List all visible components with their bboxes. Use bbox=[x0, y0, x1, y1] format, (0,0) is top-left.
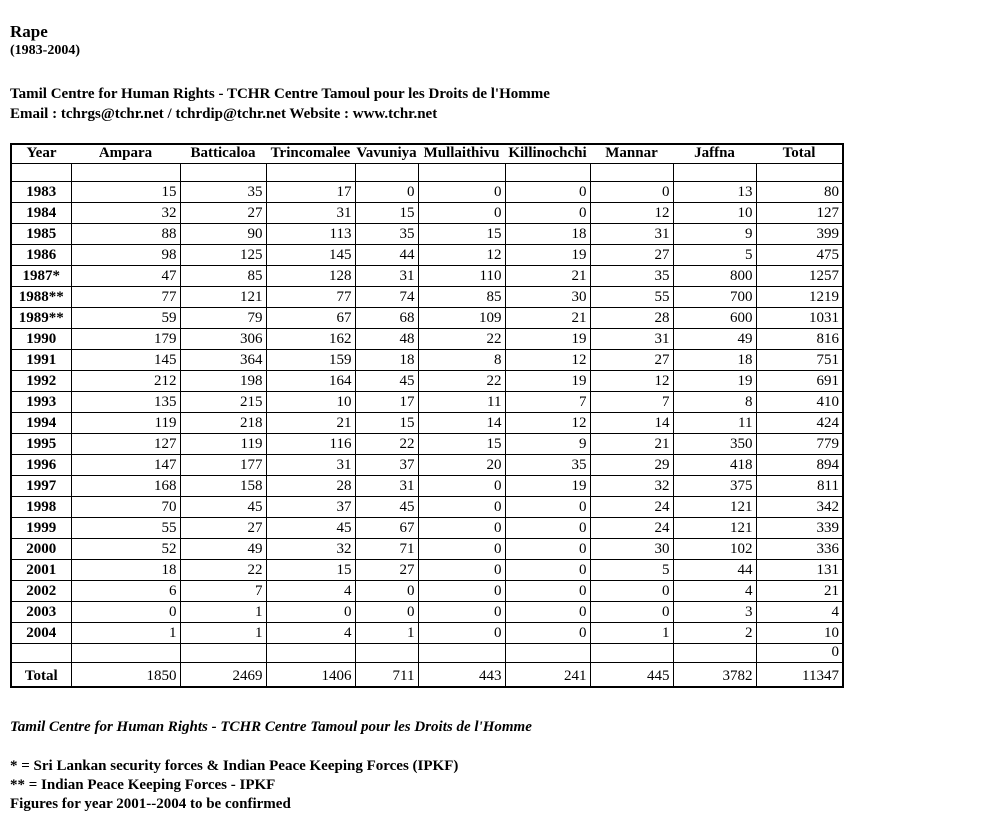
data-row bbox=[11, 350, 843, 371]
value-cell: 22 bbox=[418, 371, 505, 392]
value-cell: 21 bbox=[590, 434, 673, 455]
data-row bbox=[11, 182, 843, 203]
value-cell: 0 bbox=[505, 182, 590, 203]
spacer-cell bbox=[505, 164, 590, 182]
value-cell: 28 bbox=[590, 308, 673, 329]
value-cell: 7 bbox=[590, 392, 673, 413]
value-cell: 339 bbox=[756, 518, 843, 539]
year-cell: 2003 bbox=[11, 602, 71, 623]
value-cell: 67 bbox=[266, 308, 355, 329]
value-cell: 29 bbox=[590, 455, 673, 476]
value-cell: 24 bbox=[590, 497, 673, 518]
data-row bbox=[11, 392, 843, 413]
spacer-cell bbox=[266, 164, 355, 182]
data-row bbox=[11, 434, 843, 455]
rape-statistics-table bbox=[10, 143, 844, 688]
value-cell: 22 bbox=[355, 434, 418, 455]
value-cell: 600 bbox=[673, 308, 756, 329]
value-cell: 751 bbox=[756, 350, 843, 371]
value-cell: 0 bbox=[505, 497, 590, 518]
value-cell: 0 bbox=[505, 518, 590, 539]
value-cell: 21 bbox=[266, 413, 355, 434]
value-cell: 800 bbox=[673, 266, 756, 287]
value-cell: 113 bbox=[266, 224, 355, 245]
value-cell: 179 bbox=[71, 329, 180, 350]
data-row bbox=[11, 518, 843, 539]
value-cell: 0 bbox=[505, 623, 590, 644]
spacer-cell bbox=[756, 164, 843, 182]
value-cell: 7 bbox=[180, 581, 266, 602]
value-cell: 127 bbox=[756, 203, 843, 224]
value-cell: 11347 bbox=[756, 663, 843, 688]
value-cell: 35 bbox=[355, 224, 418, 245]
value-cell: 0 bbox=[590, 602, 673, 623]
value-cell: 35 bbox=[180, 182, 266, 203]
data-row bbox=[11, 308, 843, 329]
value-cell: 0 bbox=[590, 182, 673, 203]
value-cell: 121 bbox=[673, 497, 756, 518]
year-cell: 1985 bbox=[11, 224, 71, 245]
value-cell: 7 bbox=[505, 392, 590, 413]
value-cell: 0 bbox=[418, 560, 505, 581]
value-cell bbox=[180, 644, 266, 663]
value-cell: 12 bbox=[418, 245, 505, 266]
value-cell: 779 bbox=[756, 434, 843, 455]
value-cell: 85 bbox=[180, 266, 266, 287]
value-cell: 5 bbox=[590, 560, 673, 581]
value-cell: 44 bbox=[355, 245, 418, 266]
value-cell: 121 bbox=[180, 287, 266, 308]
value-cell: 445 bbox=[590, 663, 673, 688]
value-cell: 55 bbox=[71, 518, 180, 539]
value-cell: 14 bbox=[418, 413, 505, 434]
value-cell: 70 bbox=[71, 497, 180, 518]
value-cell: 3 bbox=[673, 602, 756, 623]
value-cell: 27 bbox=[590, 245, 673, 266]
spacer-cell bbox=[11, 164, 71, 182]
data-row bbox=[11, 497, 843, 518]
spacer-cell bbox=[673, 164, 756, 182]
value-cell: 15 bbox=[266, 560, 355, 581]
value-cell: 31 bbox=[355, 266, 418, 287]
value-cell: 17 bbox=[355, 392, 418, 413]
value-cell: 30 bbox=[505, 287, 590, 308]
value-cell: 19 bbox=[505, 329, 590, 350]
value-cell: 37 bbox=[266, 497, 355, 518]
value-cell: 0 bbox=[418, 623, 505, 644]
value-cell: 14 bbox=[590, 413, 673, 434]
value-cell: 27 bbox=[590, 350, 673, 371]
value-cell: 375 bbox=[673, 476, 756, 497]
total-label-cell: Total bbox=[11, 663, 71, 688]
value-cell: 45 bbox=[355, 371, 418, 392]
value-cell: 20 bbox=[418, 455, 505, 476]
value-cell: 52 bbox=[71, 539, 180, 560]
page-title: Rape bbox=[10, 22, 48, 41]
value-cell: 18 bbox=[71, 560, 180, 581]
value-cell: 700 bbox=[673, 287, 756, 308]
value-cell: 1 bbox=[180, 602, 266, 623]
value-cell: 0 bbox=[355, 581, 418, 602]
value-cell: 162 bbox=[266, 329, 355, 350]
header-spacer-row bbox=[11, 164, 843, 182]
value-cell: 49 bbox=[673, 329, 756, 350]
value-cell: 1219 bbox=[756, 287, 843, 308]
value-cell: 98 bbox=[71, 245, 180, 266]
value-cell: 5 bbox=[673, 245, 756, 266]
year-cell: 1994 bbox=[11, 413, 71, 434]
value-cell: 17 bbox=[266, 182, 355, 203]
data-row bbox=[11, 329, 843, 350]
value-cell: 28 bbox=[266, 476, 355, 497]
footer-organization-name: Tamil Centre for Human Rights - TCHR Centre Tamoul pour les Droits de l'Homme bbox=[10, 719, 532, 735]
year-cell: 1984 bbox=[11, 203, 71, 224]
value-cell: 350 bbox=[673, 434, 756, 455]
value-cell: 198 bbox=[180, 371, 266, 392]
value-cell: 1 bbox=[180, 623, 266, 644]
value-cell: 0 bbox=[355, 182, 418, 203]
spacer-cell bbox=[71, 164, 180, 182]
value-cell: 21 bbox=[756, 581, 843, 602]
value-cell: 121 bbox=[673, 518, 756, 539]
value-cell: 443 bbox=[418, 663, 505, 688]
value-cell: 110 bbox=[418, 266, 505, 287]
footnote-single-asterisk: * = Sri Lankan security forces & Indian Peace Keeping Forces (IPKF) bbox=[10, 758, 459, 774]
value-cell: 27 bbox=[355, 560, 418, 581]
value-cell: 32 bbox=[590, 476, 673, 497]
value-cell: 27 bbox=[180, 203, 266, 224]
value-cell: 22 bbox=[180, 560, 266, 581]
value-cell: 45 bbox=[266, 518, 355, 539]
value-cell: 0 bbox=[266, 602, 355, 623]
value-cell: 85 bbox=[418, 287, 505, 308]
value-cell: 35 bbox=[590, 266, 673, 287]
year-cell: 1992 bbox=[11, 371, 71, 392]
year-cell: 2004 bbox=[11, 623, 71, 644]
value-cell: 44 bbox=[673, 560, 756, 581]
value-cell: 6 bbox=[71, 581, 180, 602]
value-cell: 21 bbox=[505, 308, 590, 329]
value-cell: 18 bbox=[673, 350, 756, 371]
value-cell: 0 bbox=[418, 497, 505, 518]
value-cell: 168 bbox=[71, 476, 180, 497]
value-cell: 119 bbox=[71, 413, 180, 434]
value-cell: 399 bbox=[756, 224, 843, 245]
value-cell: 177 bbox=[180, 455, 266, 476]
value-cell: 1406 bbox=[266, 663, 355, 688]
value-cell: 109 bbox=[418, 308, 505, 329]
organization-name: Tamil Centre for Human Rights - TCHR Centre Tamoul pour les Droits de l'Homme bbox=[10, 86, 550, 102]
value-cell bbox=[266, 644, 355, 663]
empty-year-cell bbox=[11, 644, 71, 663]
value-cell: 47 bbox=[71, 266, 180, 287]
column-header: Jaffna bbox=[673, 144, 756, 164]
value-cell: 9 bbox=[505, 434, 590, 455]
value-cell: 241 bbox=[505, 663, 590, 688]
value-cell: 0 bbox=[590, 581, 673, 602]
value-cell: 22 bbox=[418, 329, 505, 350]
data-row bbox=[11, 245, 843, 266]
value-cell: 0 bbox=[418, 581, 505, 602]
value-cell: 31 bbox=[355, 476, 418, 497]
value-cell: 711 bbox=[355, 663, 418, 688]
value-cell: 811 bbox=[756, 476, 843, 497]
data-row bbox=[11, 287, 843, 308]
data-row bbox=[11, 602, 843, 623]
value-cell: 90 bbox=[180, 224, 266, 245]
value-cell: 67 bbox=[355, 518, 418, 539]
data-row bbox=[11, 623, 843, 644]
value-cell: 15 bbox=[71, 182, 180, 203]
value-cell: 31 bbox=[266, 455, 355, 476]
value-cell: 424 bbox=[756, 413, 843, 434]
year-cell: 1996 bbox=[11, 455, 71, 476]
value-cell: 31 bbox=[266, 203, 355, 224]
value-cell: 12 bbox=[505, 413, 590, 434]
year-cell: 1983 bbox=[11, 182, 71, 203]
year-cell: 1990 bbox=[11, 329, 71, 350]
value-cell: 0 bbox=[418, 476, 505, 497]
value-cell: 0 bbox=[505, 539, 590, 560]
value-cell: 2469 bbox=[180, 663, 266, 688]
data-row bbox=[11, 476, 843, 497]
year-cell: 2002 bbox=[11, 581, 71, 602]
value-cell: 88 bbox=[71, 224, 180, 245]
value-cell: 18 bbox=[355, 350, 418, 371]
column-header: Vavuniya bbox=[355, 144, 418, 164]
value-cell: 0 bbox=[71, 602, 180, 623]
value-cell: 0 bbox=[418, 518, 505, 539]
value-cell: 8 bbox=[673, 392, 756, 413]
value-cell: 215 bbox=[180, 392, 266, 413]
column-header: Killinochchi bbox=[505, 144, 590, 164]
data-row bbox=[11, 560, 843, 581]
column-header: Mullaithivu bbox=[418, 144, 505, 164]
value-cell: 74 bbox=[355, 287, 418, 308]
contact-info: Email : tchrgs@tchr.net / tchrdip@tchr.net Website : www.tchr.net bbox=[10, 106, 438, 122]
value-cell: 48 bbox=[355, 329, 418, 350]
year-cell: 1999 bbox=[11, 518, 71, 539]
value-cell: 218 bbox=[180, 413, 266, 434]
value-cell: 0 bbox=[355, 602, 418, 623]
value-cell: 49 bbox=[180, 539, 266, 560]
column-header: Ampara bbox=[71, 144, 180, 164]
value-cell: 816 bbox=[756, 329, 843, 350]
value-cell: 19 bbox=[505, 371, 590, 392]
value-cell: 45 bbox=[180, 497, 266, 518]
data-row bbox=[11, 371, 843, 392]
value-cell: 0 bbox=[505, 602, 590, 623]
value-cell: 21 bbox=[505, 266, 590, 287]
value-cell: 418 bbox=[673, 455, 756, 476]
value-cell: 410 bbox=[756, 392, 843, 413]
year-cell: 2001 bbox=[11, 560, 71, 581]
value-cell bbox=[673, 644, 756, 663]
value-cell: 0 bbox=[505, 581, 590, 602]
value-cell: 32 bbox=[71, 203, 180, 224]
value-cell: 1 bbox=[355, 623, 418, 644]
value-cell bbox=[505, 644, 590, 663]
value-cell: 37 bbox=[355, 455, 418, 476]
value-cell bbox=[418, 644, 505, 663]
value-cell: 0 bbox=[505, 203, 590, 224]
year-cell: 1998 bbox=[11, 497, 71, 518]
value-cell: 32 bbox=[266, 539, 355, 560]
value-cell: 0 bbox=[505, 560, 590, 581]
value-cell: 55 bbox=[590, 287, 673, 308]
value-cell: 80 bbox=[756, 182, 843, 203]
year-cell: 1988** bbox=[11, 287, 71, 308]
value-cell: 19 bbox=[505, 476, 590, 497]
page-subtitle: (1983-2004) bbox=[10, 43, 80, 58]
data-row bbox=[11, 224, 843, 245]
value-cell: 71 bbox=[355, 539, 418, 560]
value-cell: 15 bbox=[355, 203, 418, 224]
value-cell: 4 bbox=[756, 602, 843, 623]
value-cell: 131 bbox=[756, 560, 843, 581]
value-cell: 31 bbox=[590, 329, 673, 350]
value-cell: 894 bbox=[756, 455, 843, 476]
value-cell: 19 bbox=[673, 371, 756, 392]
value-cell: 45 bbox=[355, 497, 418, 518]
value-cell: 59 bbox=[71, 308, 180, 329]
year-cell: 1991 bbox=[11, 350, 71, 371]
footnote-double-asterisk: ** = Indian Peace Keeping Forces - IPKF bbox=[10, 777, 276, 793]
value-cell: 19 bbox=[505, 245, 590, 266]
value-cell bbox=[71, 644, 180, 663]
year-cell: 2000 bbox=[11, 539, 71, 560]
total-row bbox=[11, 663, 843, 688]
value-cell: 212 bbox=[71, 371, 180, 392]
value-cell: 164 bbox=[266, 371, 355, 392]
value-cell: 119 bbox=[180, 434, 266, 455]
value-cell: 18 bbox=[505, 224, 590, 245]
value-cell: 145 bbox=[266, 245, 355, 266]
value-cell: 77 bbox=[266, 287, 355, 308]
value-cell: 15 bbox=[418, 224, 505, 245]
data-row bbox=[11, 413, 843, 434]
column-header: Total bbox=[756, 144, 843, 164]
value-cell: 68 bbox=[355, 308, 418, 329]
value-cell: 4 bbox=[266, 623, 355, 644]
value-cell: 12 bbox=[505, 350, 590, 371]
value-cell: 125 bbox=[180, 245, 266, 266]
column-header: Batticaloa bbox=[180, 144, 266, 164]
value-cell: 691 bbox=[756, 371, 843, 392]
value-cell: 1031 bbox=[756, 308, 843, 329]
spacer-cell bbox=[180, 164, 266, 182]
value-cell: 127 bbox=[71, 434, 180, 455]
value-cell: 1 bbox=[71, 623, 180, 644]
value-cell: 35 bbox=[505, 455, 590, 476]
value-cell bbox=[590, 644, 673, 663]
value-cell: 158 bbox=[180, 476, 266, 497]
year-cell: 1986 bbox=[11, 245, 71, 266]
value-cell: 2 bbox=[673, 623, 756, 644]
value-cell: 0 bbox=[418, 203, 505, 224]
data-row bbox=[11, 539, 843, 560]
value-cell: 24 bbox=[590, 518, 673, 539]
value-cell: 0 bbox=[418, 539, 505, 560]
data-row bbox=[11, 455, 843, 476]
value-cell: 10 bbox=[266, 392, 355, 413]
value-cell: 10 bbox=[756, 623, 843, 644]
value-cell: 159 bbox=[266, 350, 355, 371]
value-cell: 306 bbox=[180, 329, 266, 350]
data-row bbox=[11, 266, 843, 287]
data-row bbox=[11, 203, 843, 224]
data-row bbox=[11, 581, 843, 602]
value-cell: 77 bbox=[71, 287, 180, 308]
value-cell: 12 bbox=[590, 371, 673, 392]
value-cell: 475 bbox=[756, 245, 843, 266]
pre-total-spacer-row bbox=[11, 644, 843, 663]
value-cell: 116 bbox=[266, 434, 355, 455]
value-cell: 15 bbox=[418, 434, 505, 455]
column-header: Trincomalee bbox=[266, 144, 355, 164]
column-header: Year bbox=[11, 144, 71, 164]
value-cell: 336 bbox=[756, 539, 843, 560]
value-cell: 128 bbox=[266, 266, 355, 287]
value-cell: 135 bbox=[71, 392, 180, 413]
value-cell: 0 bbox=[756, 644, 843, 663]
value-cell: 30 bbox=[590, 539, 673, 560]
value-cell: 11 bbox=[418, 392, 505, 413]
value-cell: 145 bbox=[71, 350, 180, 371]
value-cell: 147 bbox=[71, 455, 180, 476]
value-cell: 12 bbox=[590, 203, 673, 224]
value-cell: 342 bbox=[756, 497, 843, 518]
value-cell: 0 bbox=[418, 602, 505, 623]
column-header: Mannar bbox=[590, 144, 673, 164]
value-cell bbox=[355, 644, 418, 663]
value-cell: 79 bbox=[180, 308, 266, 329]
spacer-cell bbox=[355, 164, 418, 182]
value-cell: 1 bbox=[590, 623, 673, 644]
spacer-cell bbox=[418, 164, 505, 182]
table-header-row bbox=[11, 144, 843, 164]
value-cell: 0 bbox=[418, 182, 505, 203]
value-cell: 4 bbox=[673, 581, 756, 602]
footnote-confirmation: Figures for year 2001--2004 to be confirmed bbox=[10, 796, 291, 812]
year-cell: 1987* bbox=[11, 266, 71, 287]
value-cell: 10 bbox=[673, 203, 756, 224]
value-cell: 4 bbox=[266, 581, 355, 602]
spacer-cell bbox=[590, 164, 673, 182]
year-cell: 1989** bbox=[11, 308, 71, 329]
value-cell: 27 bbox=[180, 518, 266, 539]
year-cell: 1995 bbox=[11, 434, 71, 455]
value-cell: 364 bbox=[180, 350, 266, 371]
value-cell: 3782 bbox=[673, 663, 756, 688]
value-cell: 11 bbox=[673, 413, 756, 434]
value-cell: 8 bbox=[418, 350, 505, 371]
value-cell: 102 bbox=[673, 539, 756, 560]
value-cell: 1257 bbox=[756, 266, 843, 287]
year-cell: 1997 bbox=[11, 476, 71, 497]
value-cell: 1850 bbox=[71, 663, 180, 688]
value-cell: 13 bbox=[673, 182, 756, 203]
year-cell: 1993 bbox=[11, 392, 71, 413]
value-cell: 9 bbox=[673, 224, 756, 245]
value-cell: 31 bbox=[590, 224, 673, 245]
value-cell: 15 bbox=[355, 413, 418, 434]
